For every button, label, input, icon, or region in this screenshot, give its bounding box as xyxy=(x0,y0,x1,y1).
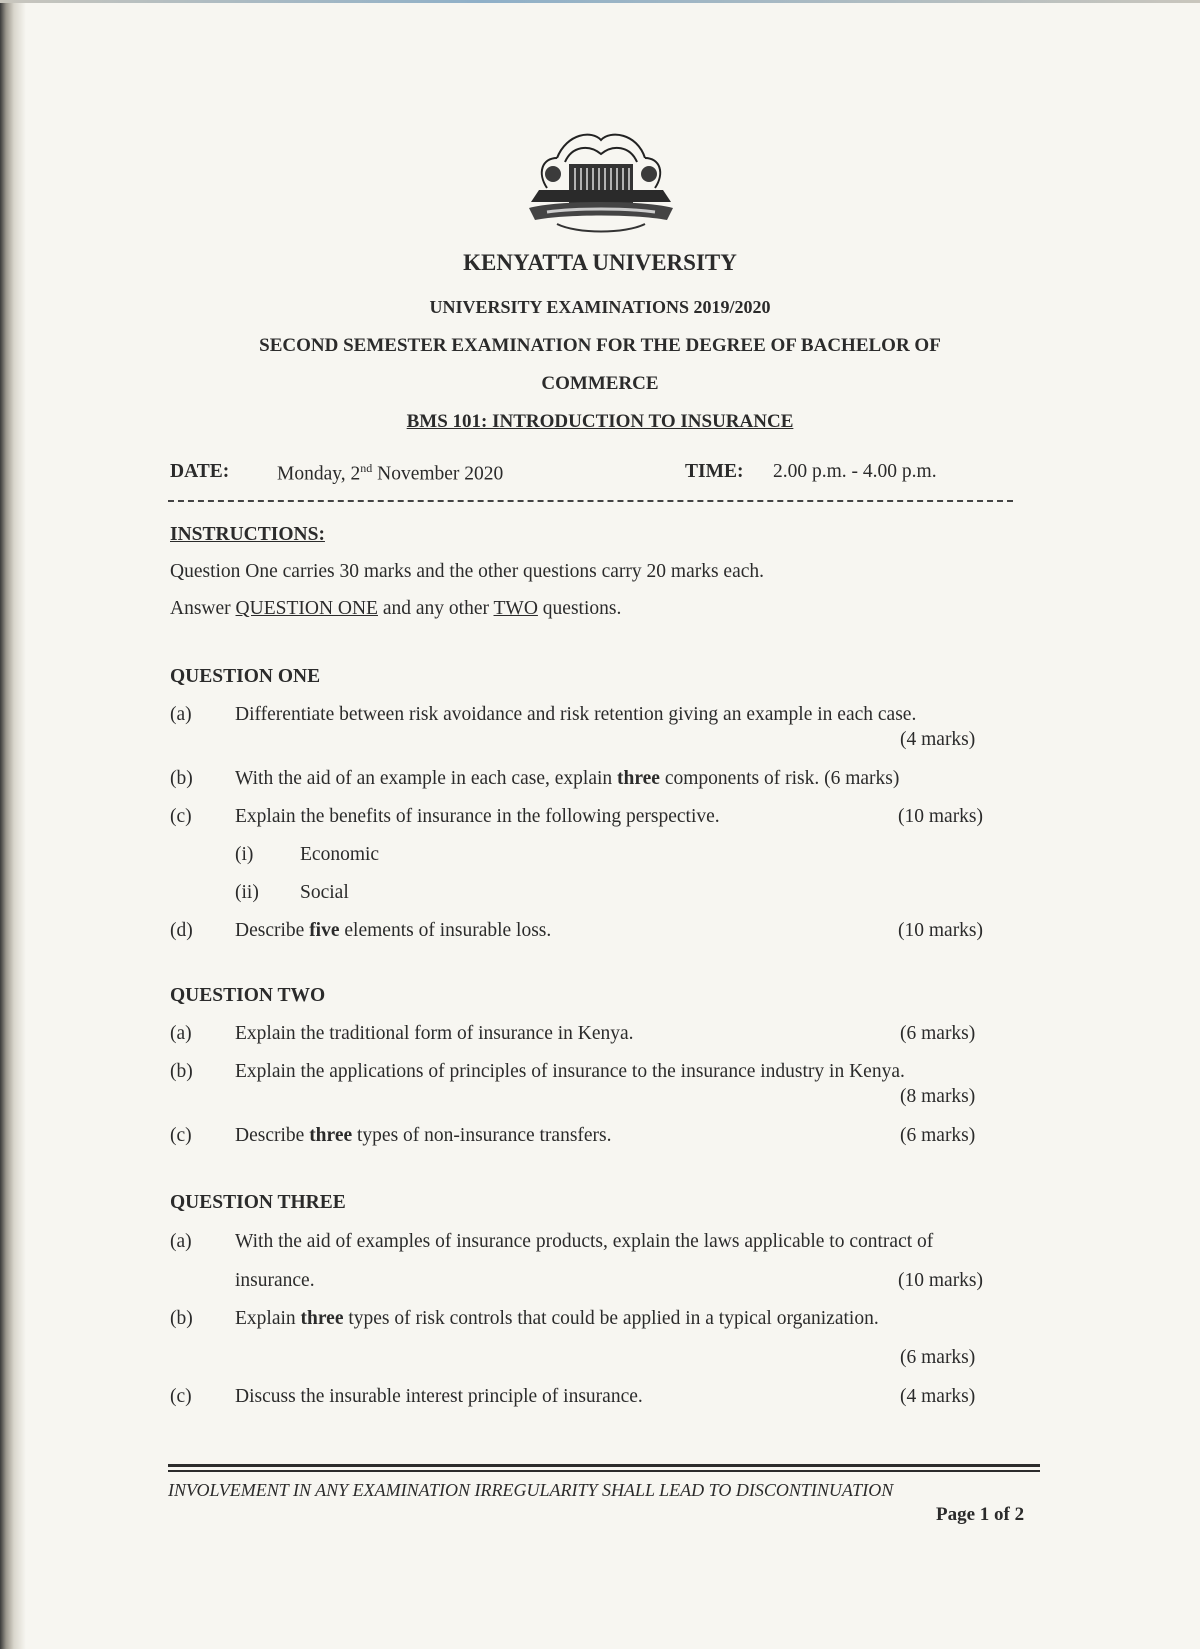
scan-edge xyxy=(0,0,26,1649)
q3-c-text: Discuss the insurable interest principle of insurance. xyxy=(235,1386,643,1407)
q2-b-number: (b) xyxy=(170,1061,193,1082)
q2-c-number: (c) xyxy=(170,1125,192,1146)
q1-d-marks: (10 marks) xyxy=(898,920,984,941)
page-number: Page 1 of 2 xyxy=(936,1504,1025,1525)
university-crest-logo xyxy=(517,128,685,238)
q3-a-text-line2: insurance. xyxy=(235,1270,315,1291)
q3-b-marks: (6 marks) xyxy=(900,1347,976,1368)
question-two-title: QUESTION TWO xyxy=(170,985,326,1006)
exam-session: UNIVERSITY EXAMINATIONS 2019/2020 xyxy=(429,297,771,317)
q3-c-number: (c) xyxy=(170,1386,192,1407)
instructions-line-2: Answer QUESTION ONE and any other TWO questions. xyxy=(170,598,622,619)
q1-c-ii-text: Social xyxy=(300,882,349,903)
q1-c-number: (c) xyxy=(170,806,192,827)
q2-c-text: Describe three types of non-insurance transfers. xyxy=(235,1125,612,1146)
q3-a-number: (a) xyxy=(170,1231,192,1252)
footer-rule xyxy=(168,1464,1040,1467)
q3-a-marks: (10 marks) xyxy=(898,1270,984,1291)
q1-c-i-text: Economic xyxy=(300,844,380,865)
q1-c-i-number: (i) xyxy=(235,844,254,865)
time-value: 2.00 p.m. - 4.00 p.m. xyxy=(773,461,937,482)
q2-b-marks: (8 marks) xyxy=(900,1086,976,1107)
q2-a-marks: (6 marks) xyxy=(900,1023,976,1044)
q1-d-number: (d) xyxy=(170,920,193,941)
q2-b-text: Explain the applications of principles of insurance to the insurance industry in Kenya. xyxy=(235,1061,905,1082)
q1-c-text: Explain the benefits of insurance in the following perspective. xyxy=(235,806,720,827)
exam-title-line2: COMMERCE xyxy=(541,373,659,394)
q3-c-marks: (4 marks) xyxy=(900,1386,976,1407)
q1-b-text: With the aid of an example in each case, explain three components of risk. (6 marks) xyxy=(235,768,900,789)
q3-a-text-line1: With the aid of examples of insurance products, explain the laws applicable to contract of xyxy=(235,1231,934,1252)
q1-c-ii-number: (ii) xyxy=(235,882,259,903)
instructions-line-1: Question One carries 30 marks and the other questions carry 20 marks each. xyxy=(170,561,765,582)
q1-a-text: Differentiate between risk avoidance and risk retention giving an example in each case. xyxy=(235,704,917,725)
date-value: Monday, 2nd November 2020 xyxy=(277,461,504,485)
university-name: KENYATTA UNIVERSITY xyxy=(463,250,737,275)
q3-b-number: (b) xyxy=(170,1308,193,1329)
q2-c-marks: (6 marks) xyxy=(900,1125,976,1146)
time-label: TIME: xyxy=(685,461,744,482)
q1-d-text: Describe five elements of insurable loss. xyxy=(235,920,552,941)
question-three-title: QUESTION THREE xyxy=(170,1192,346,1213)
q1-a-marks: (4 marks) xyxy=(900,729,976,750)
q2-a-text: Explain the traditional form of insurance in Kenya. xyxy=(235,1023,634,1044)
q1-b-number: (b) xyxy=(170,768,193,789)
exam-title-line1: SECOND SEMESTER EXAMINATION FOR THE DEGREE OF BACHELOR OF xyxy=(259,335,941,356)
q1-a-number: (a) xyxy=(170,704,192,725)
irregularity-warning: INVOLVEMENT IN ANY EXAMINATION IRREGULARITY SHALL LEAD TO DISCONTINUATION xyxy=(168,1480,894,1500)
footer-rule xyxy=(168,1470,1040,1472)
course-title: BMS 101: INTRODUCTION TO INSURANCE xyxy=(406,411,794,432)
q2-a-number: (a) xyxy=(170,1023,192,1044)
q3-b-text: Explain three types of risk controls that could be applied in a typical organization. xyxy=(235,1308,879,1329)
q1-c-marks: (10 marks) xyxy=(898,806,984,827)
scan-edge-top xyxy=(0,0,1200,3)
question-one-title: QUESTION ONE xyxy=(170,666,321,687)
date-label: DATE: xyxy=(170,461,230,482)
divider xyxy=(168,500,1013,502)
instructions-title: INSTRUCTIONS: xyxy=(170,524,325,545)
